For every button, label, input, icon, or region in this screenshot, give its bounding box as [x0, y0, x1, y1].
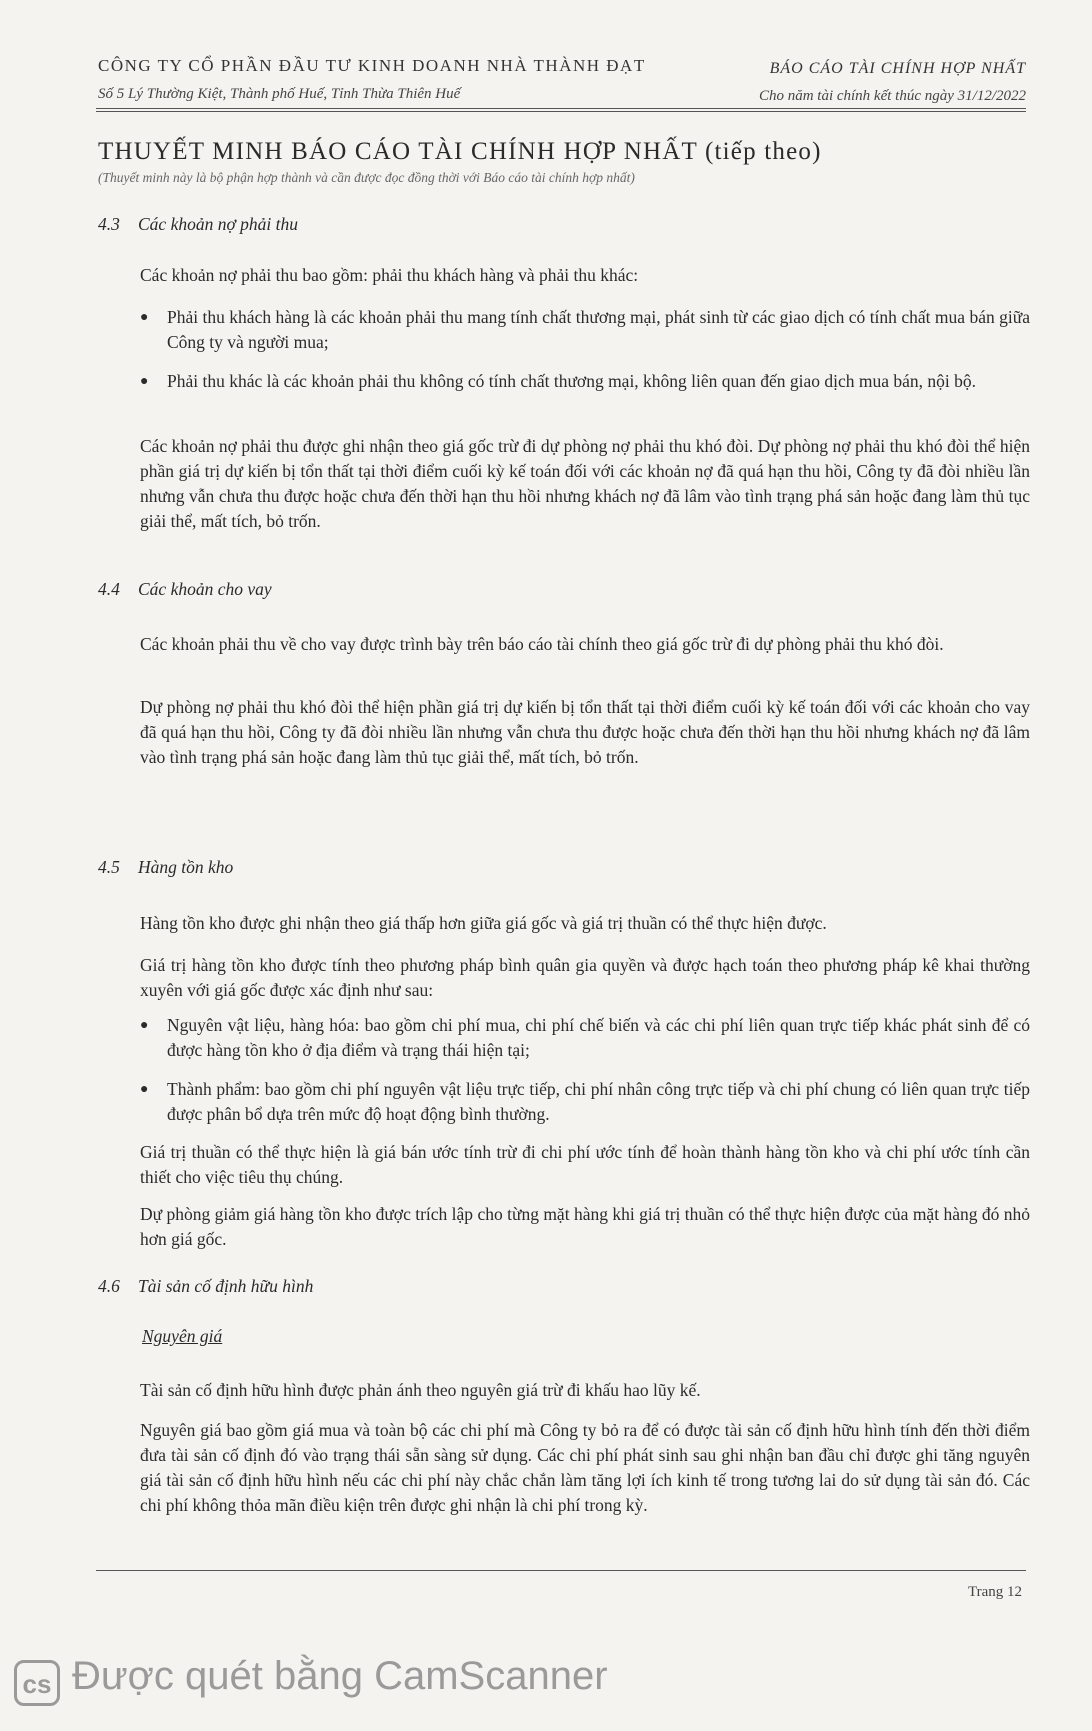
list-item-text: Phải thu khác là các khoản phải thu không có tính chất thương mại, không liên quan đến giao dịch mua bán, nội bộ.: [167, 371, 976, 391]
paragraph: Các khoản nợ phải thu bao gồm: phải thu khách hàng và phải thu khác:: [140, 265, 639, 285]
section-number: 4.4: [98, 579, 120, 599]
scanner-watermark: Được quét bằng CamScanner: [72, 1654, 608, 1698]
section-title: Tài sản cố định hữu hình: [138, 1276, 314, 1296]
list-item: [140, 1013, 1030, 1063]
section-number: 4.3: [98, 214, 120, 234]
list-item-text: Phải thu khách hàng là các khoản phải thu mang tính chất thương mại, phát sinh từ các giao dịch có tính chất mua bán giữa Công ty và người mua;: [167, 307, 1030, 352]
header-rule: [96, 108, 1026, 109]
company-address: Số 5 Lý Thường Kiệt, Thành phố Huế, Tỉnh Thừa Thiên Huế: [98, 86, 461, 102]
paragraph: Giá trị thuần có thể thực hiện là giá bán ước tính trừ đi chi phí ước tính để hoàn thành hàng tồn kho và chi phí ước tính cần thiết cho việc tiêu thụ chúng.: [140, 1142, 1030, 1187]
paragraph: Giá trị hàng tồn kho được tính theo phương pháp bình quân gia quyền và được hạch toán theo phương pháp kê khai thường xuyên với giá gốc được xác định như sau:: [140, 955, 1030, 1000]
list-item: [140, 305, 1030, 355]
section-heading-4-5: [98, 857, 233, 878]
paragraph: Dự phòng nợ phải thu khó đòi thể hiện phần giá trị dự kiến bị tổn thất tại thời điểm cuối kỳ kế toán đối với các khoản cho vay đã quá hạn thu hồi, Công ty đã đòi nhiều lần nhưng vẫn chưa thu được hoặc chưa đến thời hạn thu hồi nhưng khách nợ đã lâm vào tình trạng phá sản hoặc đang làm thủ tục giải thể, mất tích, bỏ trốn.: [140, 697, 1030, 767]
list-item-text: Nguyên vật liệu, hàng hóa: bao gồm chi phí mua, chi phí chế biến và các chi phí liên quan trực tiếp khác phát sinh để có được hàng tồn kho ở địa điểm và trạng thái hiện tại;: [167, 1015, 1030, 1060]
list-item: [140, 369, 1030, 394]
section-heading-4-3: [98, 214, 298, 235]
footer-rule: [96, 1570, 1026, 1571]
report-period: Cho năm tài chính kết thúc ngày 31/12/2022: [758, 88, 1026, 104]
section-heading-4-6: [98, 1276, 313, 1297]
doc-subtitle: (Thuyết minh này là bộ phận hợp thành và cần được đọc đồng thời với Báo cáo tài chính hợp nhất): [98, 170, 635, 185]
logo-mark: cs: [22, 1669, 52, 1699]
sub-heading: Nguyên giá: [142, 1326, 223, 1346]
list-item: [140, 1077, 1030, 1127]
section-number: 4.6: [98, 1276, 120, 1296]
bullet-icon: ●: [140, 1018, 149, 1033]
paragraph: Các khoản nợ phải thu được ghi nhận theo giá gốc trừ đi dự phòng nợ phải thu khó đòi. Dự phòng nợ phải thu khó đòi thể hiện phần giá trị dự kiến bị tổn thất tại thời điểm cuối kỳ kế toán đối với các khoản nợ đã quá hạn thu hồi, Công ty đã đòi nhiều lần nhưng vẫn chưa thu được hoặc chưa đến thời hạn thu hồi nhưng khách nợ đã lâm vào tình trạng phá sản hoặc đang làm thủ tục giải thể, mất tích, bỏ trốn.: [140, 436, 1030, 531]
company-name: CÔNG TY CỔ PHẦN ĐẦU TƯ KINH DOANH NHÀ THÀNH ĐẠT: [98, 56, 646, 75]
paragraph: Hàng tồn kho được ghi nhận theo giá thấp hơn giữa giá gốc và giá trị thuần có thể thực hiện được.: [140, 913, 827, 933]
paragraph: Dự phòng giảm giá hàng tồn kho được trích lập cho từng mặt hàng khi giá trị thuần có thể thực hiện được của mặt hàng đó nhỏ hơn giá gốc.: [140, 1204, 1030, 1249]
page-number: Trang 12: [967, 1584, 1022, 1600]
bullet-icon: ●: [140, 1082, 149, 1097]
section-title: Các khoản cho vay: [138, 579, 272, 599]
camscanner-logo-icon: [14, 1660, 60, 1706]
section-title: Các khoản nợ phải thu: [138, 214, 299, 234]
doc-title: THUYẾT MINH BÁO CÁO TÀI CHÍNH HỢP NHẤT (tiếp theo): [98, 138, 822, 165]
section-title: Hàng tồn kho: [138, 857, 234, 877]
bullet-icon: ●: [140, 374, 149, 389]
list-item-text: Thành phẩm: bao gồm chi phí nguyên vật liệu trực tiếp, chi phí nhân công trực tiếp và chi phí chung có liên quan trực tiếp được phân bổ dựa trên mức độ hoạt động bình thường.: [167, 1079, 1030, 1124]
paragraph: Các khoản phải thu về cho vay được trình bày trên báo cáo tài chính theo giá gốc trừ đi dự phòng phải thu khó đòi.: [140, 634, 944, 654]
bullet-icon: ●: [140, 310, 149, 325]
report-title: BÁO CÁO TÀI CHÍNH HỢP NHẤT: [769, 60, 1026, 77]
paragraph: Nguyên giá bao gồm giá mua và toàn bộ các chi phí mà Công ty bỏ ra để có được tài sản cố định hữu hình tính đến thời điểm đưa tài sản cố định đó vào trạng thái sẵn sàng sử dụng. Các chi phí phát sinh sau ghi nhận ban đầu chỉ được ghi tăng nguyên giá tài sản cố định hữu hình nếu các chi phí này chắc chắn làm tăng lợi ích kinh tế trong tương lai do sử dụng tài sản đó. Các chi phí không thỏa mãn điều kiện trên được ghi nhận là chi phí trong kỳ.: [140, 1420, 1030, 1515]
header-rule-inner: [96, 111, 1026, 112]
section-number: 4.5: [98, 857, 120, 877]
paragraph: Tài sản cố định hữu hình được phản ánh theo nguyên giá trừ đi khấu hao lũy kế.: [140, 1380, 701, 1400]
section-heading-4-4: [98, 579, 272, 600]
